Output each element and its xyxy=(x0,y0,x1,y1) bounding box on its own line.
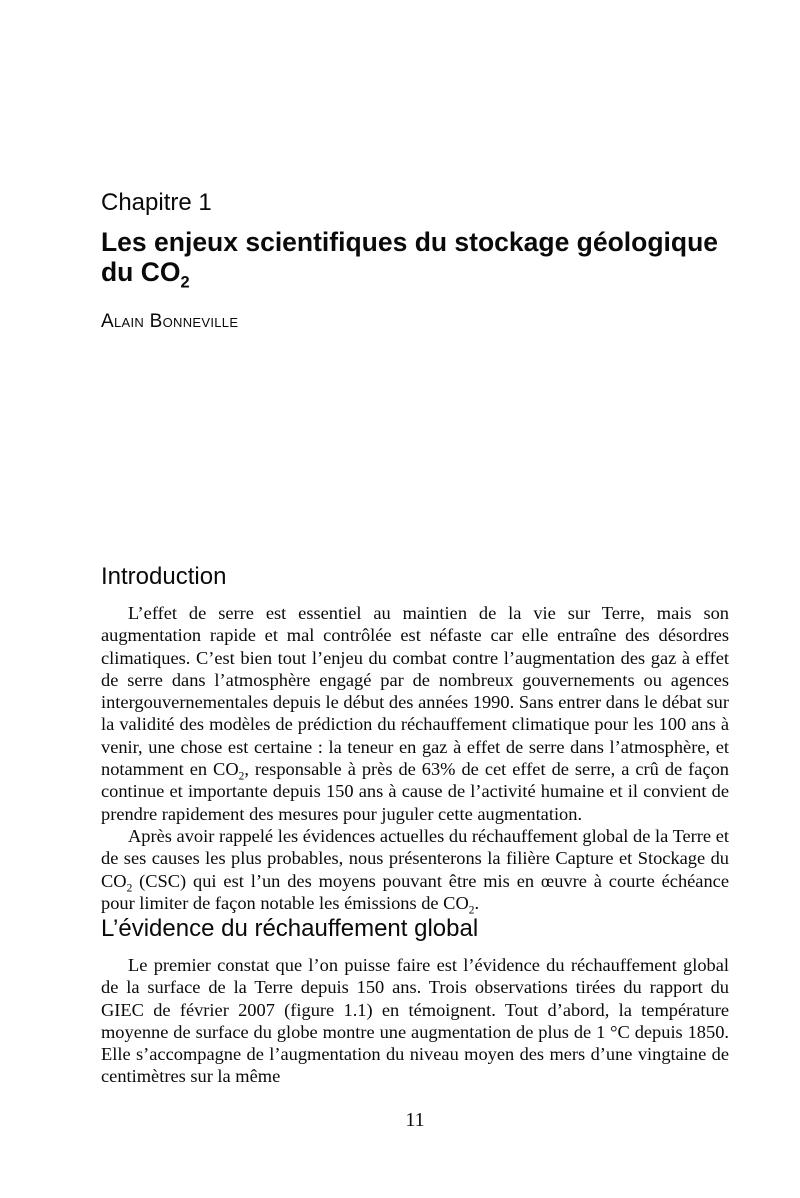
section-heading-introduction: Introduction xyxy=(101,563,227,590)
section-introduction xyxy=(101,562,729,917)
paragraph: Le premier constat que l’on puisse faire est l’évidence du réchauffement global de la surface de la Terre depuis 150 ans. Trois observations tirées du rapport du GIEC de février 2007 (figure 1.1) en témoignent. Tout d’abord, la température moyenne de surface du globe montre une augmentation de plus de 1 °C depuis 1850. Elle s’accompagne de l’augmentation du niveau moyen des mers d’une vingtaine de centimètres sur la même xyxy=(101,955,729,1087)
chapter-title: Les enjeux scientifiques du stockage géologique du $CO_2$ xyxy=(101,227,719,291)
section-heading-evidence: L’évidence du réchauffement global xyxy=(101,915,479,942)
paragraph: L’effet de serre est essentiel au maintien de la vie sur Terre, mais son augmentation rapide et mal contrôlée est néfaste car elle entraîne des désordres climatiques. C’est bien tout l’enjeu du combat contre l’augmentation des gaz à effet de serre dans l’atmosphère engagé par de nombreux gouvernements ou agences intergouvernementales depuis le début des années 1990. Sans entrer dans le débat sur la validité des modèles de prédiction du réchauffement climatique pour les 100 ans à venir, une chose est certaine : la teneur en gaz à effet de serre dans l’atmosphère, et notamment en $CO_2$, responsable à près de 63% de cet effet de serre, a crû de façon continue et importante depuis 150 ans à cause de l’activité humaine et il convient de prendre rapidement des mesures pour juguler cette augmentation. xyxy=(101,603,729,824)
chapter-label: Chapitre 1 xyxy=(101,189,212,216)
author-name: Alain Bonneville xyxy=(101,311,239,332)
page-number: 11 xyxy=(405,1109,425,1131)
chapter-header xyxy=(101,189,729,333)
section-evidence-rechauffement xyxy=(101,914,729,1088)
paragraph: Après avoir rappelé les évidences actuelles du réchauffement global de la Terre et de ses causes les plus probables, nous présenterons la filière Capture et Stockage du $CO_2$ (CSC) qui est l’un des moyens pouvant être mis en œuvre à courte échéance pour limiter de façon notable les émissions de $CO_2$. xyxy=(101,825,729,917)
page-footer xyxy=(101,1108,729,1132)
